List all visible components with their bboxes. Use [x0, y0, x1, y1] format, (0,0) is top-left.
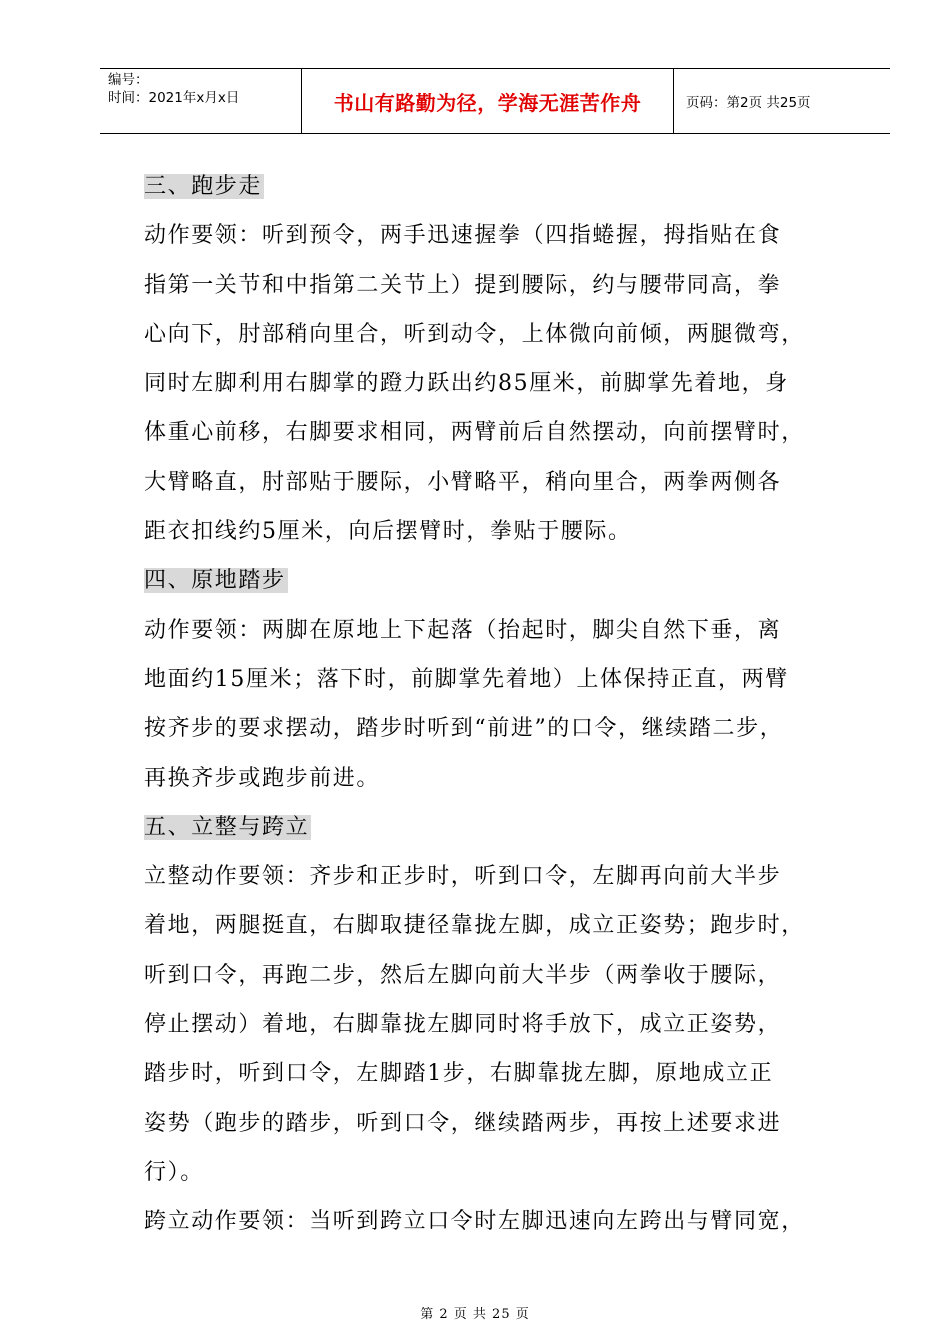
- body-text: 地面约15厘米；落下时，前脚掌先着地）上体保持正直，两臂: [144, 666, 789, 692]
- section-heading-text: 三、跑步走: [144, 174, 263, 199]
- body-text: 立整动作要领：齐步和正步时，听到口令，左脚再向前大半步: [144, 864, 782, 890]
- section-heading: [144, 807, 874, 856]
- body-text: 再换齐步或跑步前进。: [144, 765, 381, 791]
- body-text-line: [144, 610, 874, 659]
- body-text: 按齐步的要求摆动，踏步时听到“前进”的口令，继续踏二步，: [144, 716, 784, 742]
- header-motto-cell: [302, 69, 674, 133]
- body-text-line: [144, 1201, 874, 1250]
- body-text: 姿势（跑步的踏步，听到口令，继续踏两步，再按上述要求进: [144, 1110, 782, 1136]
- body-text-line: [144, 462, 874, 511]
- body-text: 体重心前移，右脚要求相同，两臂前后自然摆动，向前摆臂时，: [144, 420, 805, 446]
- body-text: 距衣扣线约5厘米，向后摆臂时，拳贴于腰际。: [144, 519, 632, 545]
- body-text-line: [144, 265, 874, 314]
- body-text: 大臂略直，肘部贴于腰际，小臂略平，稍向里合，两拳两侧各: [144, 469, 782, 495]
- body-text-line: [144, 1004, 874, 1053]
- document-number-label: 编号：: [108, 72, 149, 88]
- body-text: 着地，两腿挺直，右脚取捷径靠拢左脚，成立正姿势；跑步时，: [144, 913, 805, 939]
- header-meta-cell: [100, 69, 302, 133]
- document-body: [144, 166, 874, 1251]
- body-text-line: [144, 1103, 874, 1152]
- page-header: [100, 68, 890, 134]
- header-page-cell: [674, 69, 890, 133]
- header-motto: 书山有路勤为径，学海无涯苦作舟: [333, 90, 642, 115]
- document-time-label: 时间：2021年x月x日: [108, 90, 240, 106]
- body-text-line: [144, 215, 874, 264]
- body-text-line: [144, 708, 874, 757]
- body-text-line: [144, 1053, 874, 1102]
- body-text-line: [144, 363, 874, 412]
- body-text: 指第一关节和中指第二关节上）提到腰际，约与腰带同高，拳: [144, 272, 782, 298]
- body-text-line: [144, 905, 874, 954]
- body-text-line: [144, 314, 874, 363]
- body-text-line: [144, 955, 874, 1004]
- header-page-number: 页码：第2页 共25页: [686, 95, 811, 111]
- section-heading: [144, 166, 874, 215]
- body-text: 踏步时，听到口令，左脚踏1步，右脚靠拢左脚，原地成立正: [144, 1061, 774, 1087]
- body-text: 听到口令，再跑二步，然后左脚向前大半步（两拳收于腰际，: [144, 962, 782, 988]
- body-text-line: [144, 1152, 874, 1201]
- body-text: 动作要领：听到预令，两手迅速握拳（四指蜷握，拇指贴在食: [144, 223, 782, 249]
- body-text: 行）。: [144, 1159, 204, 1185]
- section-heading-text: 四、原地踏步: [144, 568, 286, 594]
- body-text-line: [144, 758, 874, 807]
- body-text: 停止摆动）着地，右脚靠拢左脚同时将手放下，成立正姿势，: [144, 1012, 782, 1038]
- body-text-line: [144, 511, 874, 560]
- body-text-line: [144, 659, 874, 708]
- body-text-line: [144, 412, 874, 461]
- body-text: 动作要领：两脚在原地上下起落（抬起时，脚尖自然下垂，离: [144, 617, 782, 643]
- body-text: 同时左脚利用右脚掌的蹬力跃出约85厘米，前脚掌先着地，身: [144, 371, 789, 397]
- body-text-line: [144, 856, 874, 905]
- body-text: 跨立动作要领：当听到跨立口令时左脚迅速向左跨出与臂同宽，: [144, 1209, 805, 1235]
- page-footer: 第 2 页 共 25 页: [420, 1307, 530, 1322]
- body-text: 心向下，肘部稍向里合，听到动令，上体微向前倾，两腿微弯，: [144, 321, 805, 347]
- section-heading-text: 五、立整与跨立: [144, 814, 310, 840]
- section-heading: [144, 560, 874, 609]
